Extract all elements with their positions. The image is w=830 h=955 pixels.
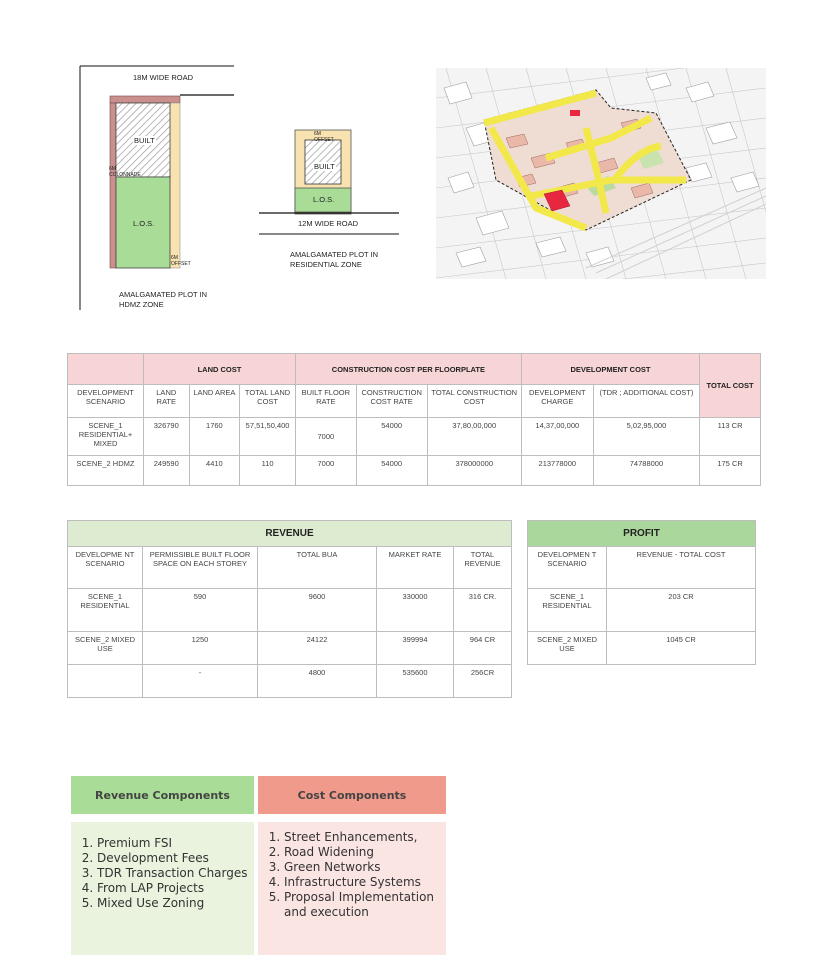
rev-permissible-header: PERMISSIBLE BUILT FLOOR SPACE ON EACH STOREY (143, 547, 258, 589)
hdmz-built-label: BUILT (134, 136, 155, 145)
res-road-label: 12M WIDE ROAD (298, 219, 359, 228)
cost-table-corner (68, 354, 144, 385)
rev-row-permissible: - (143, 665, 258, 698)
cost-row-construction-cost-rate: 54000 (356, 456, 427, 486)
res-caption-line1: AMALGAMATED PLOT IN (290, 250, 379, 259)
total-cost-header: TOTAL COST (700, 354, 761, 418)
total-construction-cost-header: TOTAL CONSTRUCTION COST (427, 385, 521, 418)
profit-scenario-header: DEVELOPMEN T SCENARIO (528, 547, 607, 589)
construction-cost-rate-header: CONSTRUCTION COST RATE (356, 385, 427, 418)
rev-row-total-bua: 24122 (258, 632, 377, 665)
revenue-component-item: 1. Premium FSI (97, 836, 254, 851)
cost-row-land-area: 1760 (189, 418, 240, 456)
site-axonometric-map (436, 68, 766, 279)
profit-row-scenario: SCENE_1 RESIDENTIAL (528, 589, 607, 632)
rev-row-permissible: 1250 (143, 632, 258, 665)
cost-components-title: Cost Components (297, 788, 407, 802)
cost-components-header (258, 776, 446, 814)
hdmz-plot-drawing (78, 62, 248, 312)
profit-table (527, 520, 756, 665)
revenue-table-title: REVENUE (68, 521, 512, 547)
cost-row-total: 175 CR (700, 456, 761, 486)
cost-row-land-area: 4410 (189, 456, 240, 486)
rev-market-rate-header: MARKET RATE (377, 547, 454, 589)
revenue-table-row (68, 589, 512, 632)
cost-row-tdr: 5,02,95,000 (593, 418, 699, 456)
rev-row-scenario (68, 665, 143, 698)
revenue-component-item: 2. Development Fees (97, 851, 254, 866)
revenue-component-item: 4. From LAP Projects (97, 881, 254, 896)
hdmz-colonnade-label: 6M COLONNADE (109, 166, 141, 178)
revenue-component-item: 3. TDR Transaction Charges (97, 866, 254, 881)
rev-row-total-revenue: 316 CR. (454, 589, 512, 632)
rev-row-total-bua: 4800 (258, 665, 377, 698)
cost-row-total-construction-cost: 37,80,00,000 (427, 418, 521, 456)
res-los-label: L.O.S. (313, 195, 335, 204)
cost-table (67, 353, 761, 486)
hdmz-caption-line1: AMALGAMATED PLOT IN (119, 290, 208, 299)
rev-row-market-rate: 330000 (377, 589, 454, 632)
hdmz-plot-diagram (78, 62, 248, 312)
construction-group-header: CONSTRUCTION COST PER FLOORPLATE (295, 354, 521, 385)
cost-row-development-charge: 14,37,00,000 (521, 418, 593, 456)
cost-component-item: 4. Infrastructure Systems (284, 875, 446, 890)
rev-row-market-rate: 399994 (377, 632, 454, 665)
profit-formula-header: REVENUE - TOTAL COST (607, 547, 756, 589)
rev-row-total-bua: 9600 (258, 589, 377, 632)
site-map-drawing (436, 68, 766, 279)
cost-row-land-rate: 326790 (143, 418, 189, 456)
cost-row-development-charge: 213778000 (521, 456, 593, 486)
profit-row-value: 203 CR (607, 589, 756, 632)
cost-row-construction-cost-rate: 54000 (356, 418, 427, 456)
profit-row-value: 1045 CR (607, 632, 756, 665)
cost-row-total-land-cost: 110 (240, 456, 296, 486)
land-area-header: LAND AREA (189, 385, 240, 418)
cost-table-row (68, 456, 761, 486)
revenue-components-header (71, 776, 254, 814)
rev-row-scenario: SCENE_2 MIXED USE (68, 632, 143, 665)
revenue-table (67, 520, 512, 698)
revenue-components-list (71, 822, 254, 955)
rev-row-total-revenue: 256CR (454, 665, 512, 698)
cost-row-land-rate: 249590 (143, 456, 189, 486)
rev-row-scenario: SCENE_1 RESIDENTIAL (68, 589, 143, 632)
profit-table-row (528, 589, 756, 632)
cost-row-built-floor-rate: 7000 (295, 418, 356, 456)
scenario-header: DEVELOPMENT SCENARIO (68, 385, 144, 418)
cost-row-total-land-cost: 57,51,50,400 (240, 418, 296, 456)
cost-component-item: 2. Road Widening (284, 845, 446, 860)
hdmz-los-label: L.O.S. (133, 219, 155, 228)
tdr-header: (TDR ; ADDITIONAL COST) (593, 385, 699, 418)
land-rate-header: LAND RATE (143, 385, 189, 418)
cost-table-row (68, 418, 761, 456)
cost-row-total: 113 CR (700, 418, 761, 456)
rev-total-bua-header: TOTAL BUA (258, 547, 377, 589)
res-built-label: BUILT (314, 162, 335, 171)
cost-row-tdr: 74788000 (593, 456, 699, 486)
profit-row-scenario: SCENE_2 MIXED USE (528, 632, 607, 665)
profit-table-title: PROFIT (528, 521, 756, 547)
revenue-table-row (68, 632, 512, 665)
cost-component-item: 5. Proposal Implementation and execution (284, 890, 446, 920)
rev-row-market-rate: 535600 (377, 665, 454, 698)
cost-components-list (258, 822, 446, 955)
cost-row-built-floor-rate: 7000 (295, 456, 356, 486)
res-caption-line2: RESIDENTIAL ZONE (290, 260, 362, 269)
development-group-header: DEVELOPMENT COST (521, 354, 699, 385)
rev-row-total-revenue: 964 CR (454, 632, 512, 665)
hdmz-offset-label: 6M OFFSET (171, 255, 191, 267)
hdmz-caption-line2: HDMZ ZONE (119, 300, 164, 309)
revenue-components-title: Revenue Components (95, 788, 230, 802)
revenue-component-item: 5. Mixed Use Zoning (97, 896, 254, 911)
profit-table-row (528, 632, 756, 665)
rev-row-permissible: 590 (143, 589, 258, 632)
revenue-table-row (68, 665, 512, 698)
rev-scenario-header: DEVELOPME NT SCENARIO (68, 547, 143, 589)
cost-row-scenario: SCENE_1 RESIDENTIAL+ MIXED (68, 418, 144, 456)
cost-row-scenario: SCENE_2 HDMZ (68, 456, 144, 486)
res-offset-label: 6M OFFSET (314, 131, 334, 143)
total-land-cost-header: TOTAL LAND COST (240, 385, 296, 418)
cost-row-total-construction-cost: 378000000 (427, 456, 521, 486)
land-cost-group-header: LAND COST (143, 354, 295, 385)
development-charge-header: DEVELOPMENT CHARGE (521, 385, 593, 418)
hdmz-road-label: 18M WIDE ROAD (133, 73, 194, 82)
built-floor-rate-header: BUILT FLOOR RATE (295, 385, 356, 418)
residential-plot-diagram (256, 126, 406, 276)
rev-total-revenue-header: TOTAL REVENUE (454, 547, 512, 589)
cost-component-item: 1. Street Enhancements, (284, 830, 446, 845)
cost-component-item: 3. Green Networks (284, 860, 446, 875)
